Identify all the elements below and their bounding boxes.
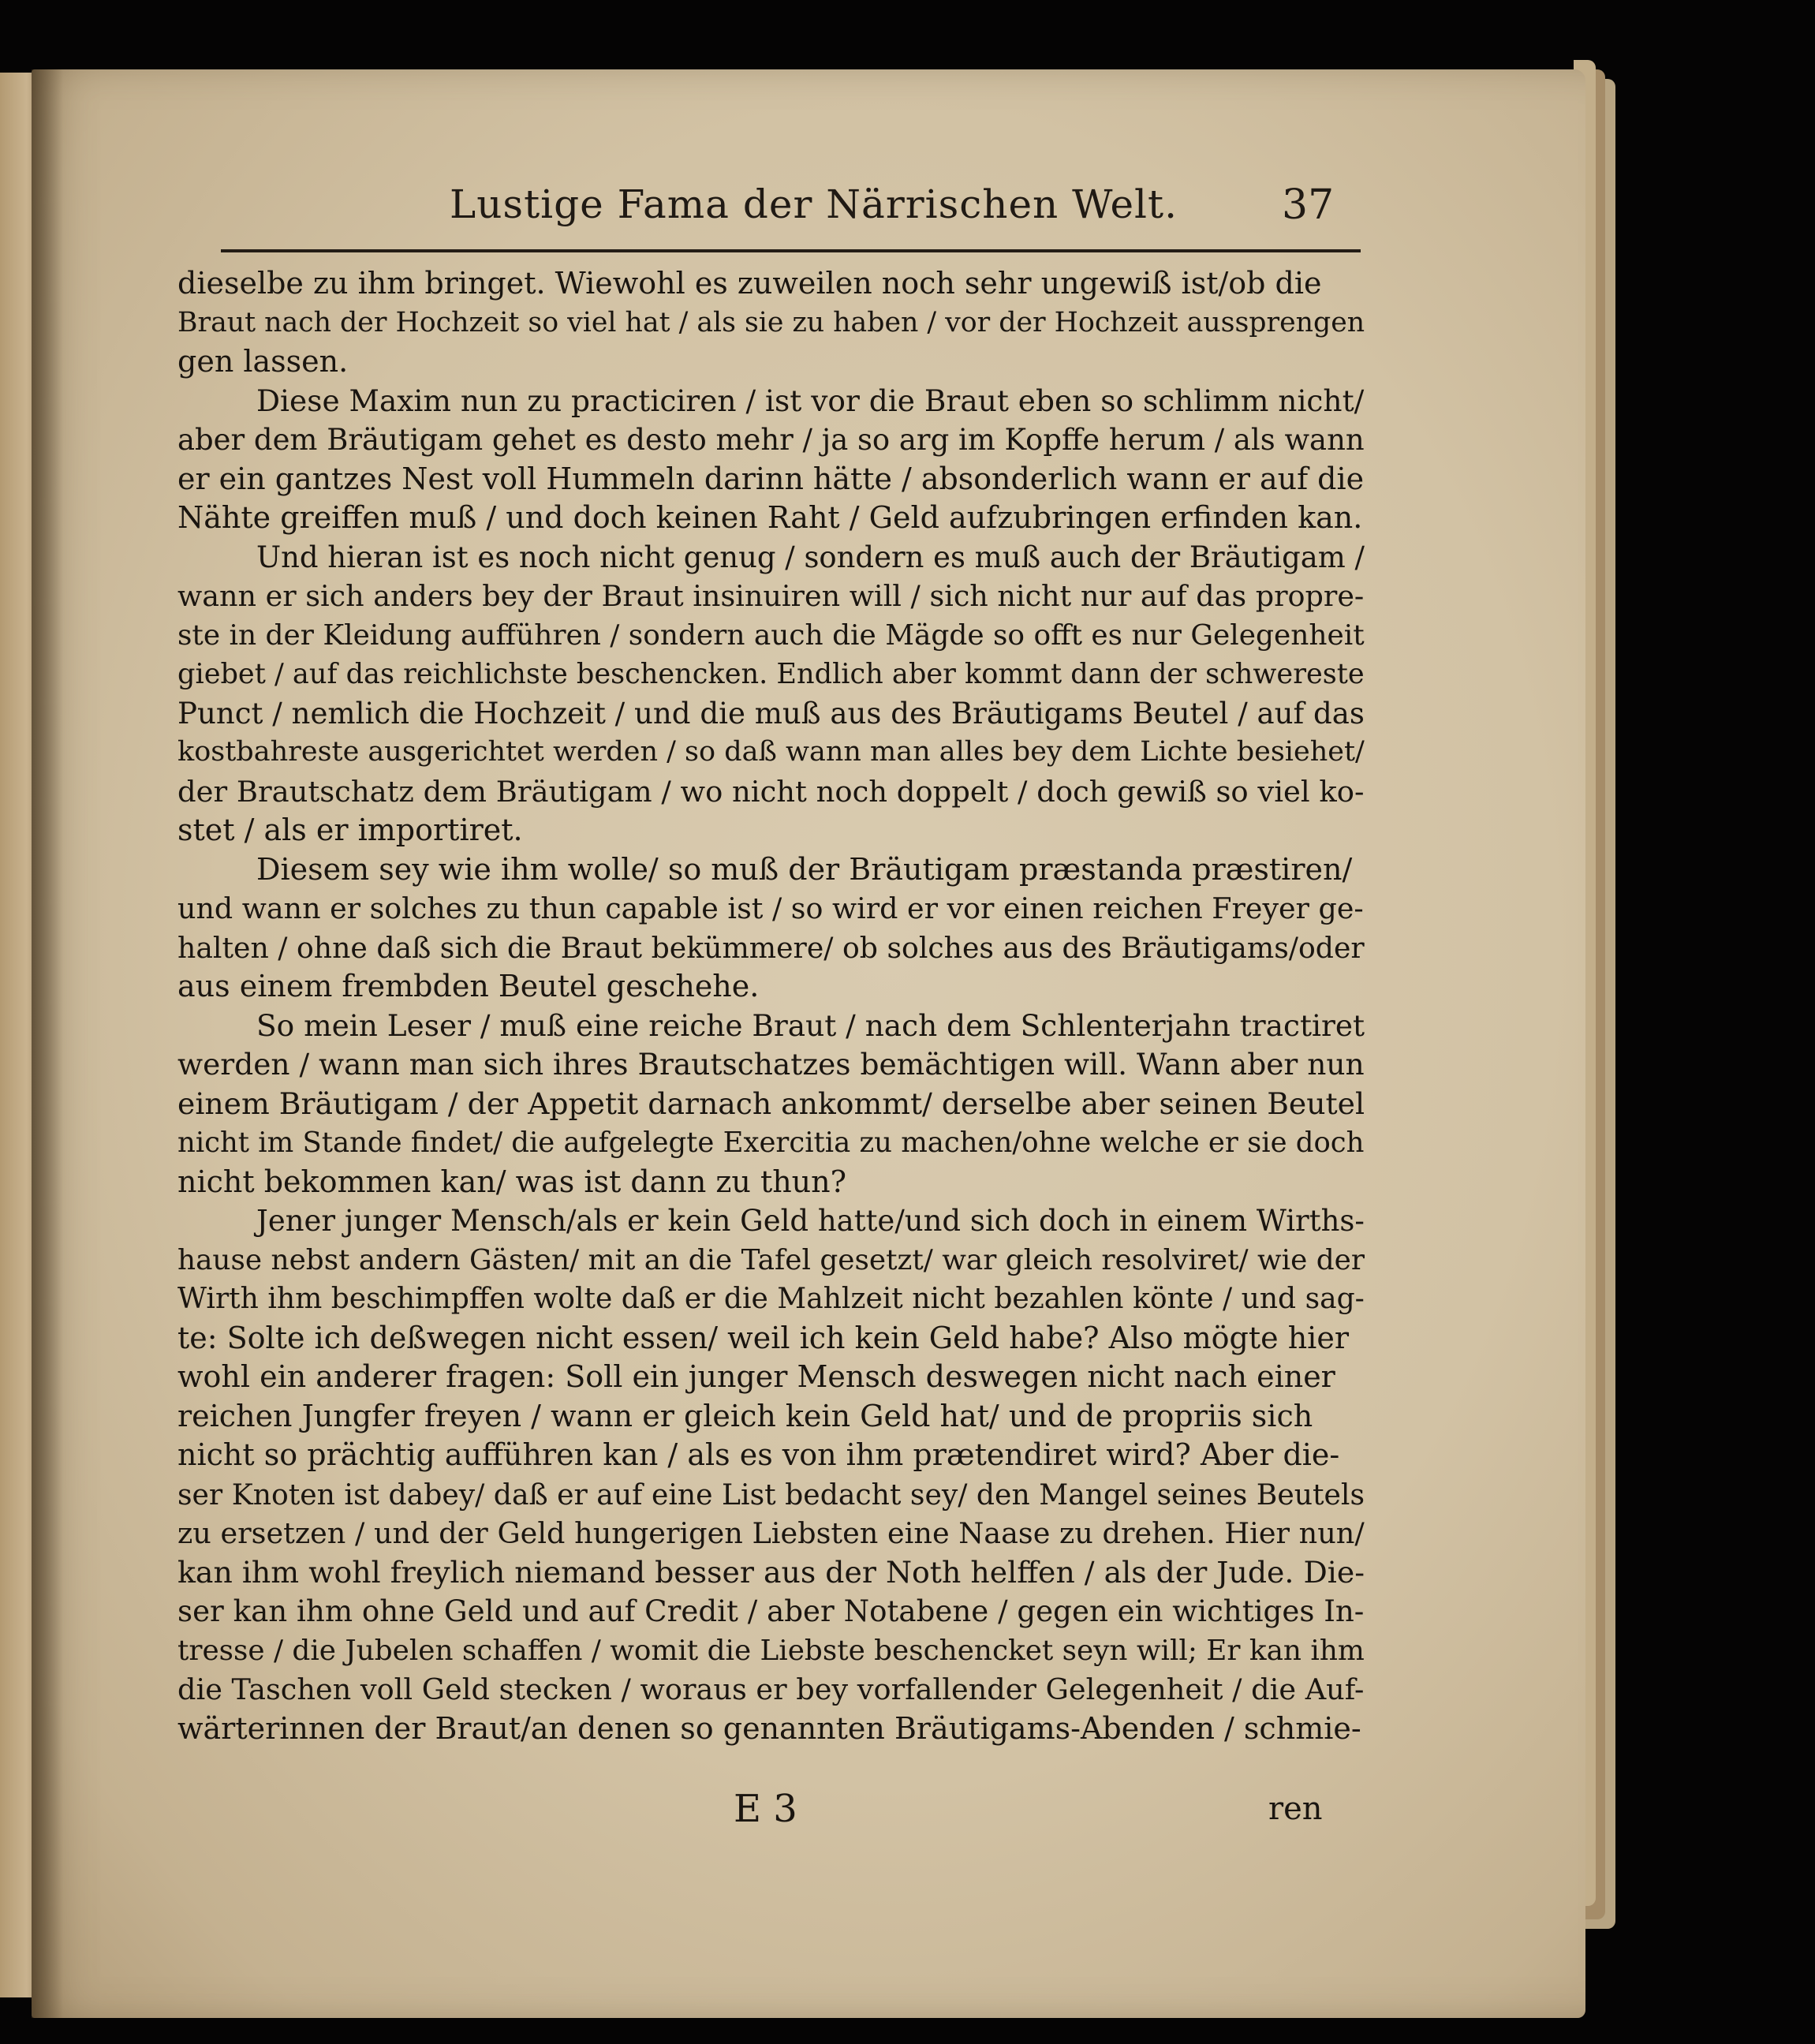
text-line: kostbahreste ausgerichtet werden / so daß wann man alles bey dem Lichte besiehet/	[177, 736, 1365, 768]
text-line: nicht bekommen kan/ was ist dann zu thun?	[177, 1164, 847, 1199]
text-line: Jener junger Mensch/als er kein Geld hatte/und sich doch in einem Wirths-	[256, 1204, 1365, 1238]
text-line: te: Solte ich deßwegen nicht essen/ weil ich kein Geld habe? Also mögte hier	[177, 1320, 1349, 1355]
text-line: und wann er solches zu thun capable ist / so wird er vor einen reichen Freyer ge-	[177, 891, 1364, 925]
text-line: reichen Jungfer freyen / wann er gleich kein Geld hat/ und de propriis sich	[177, 1398, 1313, 1433]
text-line: hause nebst andern Gästen/ mit an die Tafel gesetzt/ war gleich resolviret/ wie der	[177, 1243, 1365, 1276]
text-line: dieselbe zu ihm bringet. Wiewohl es zuweilen noch sehr ungewiß ist/ob die	[177, 266, 1322, 301]
text-line: Braut nach der Hochzeit so viel hat / als sie zu haben / vor der Hochzeit aussprengen	[177, 306, 1365, 338]
text-line: die Taschen voll Geld stecken / woraus er bey vorfallender Gelegenheit / die Auf-	[177, 1672, 1365, 1706]
text-line: Nähte greiffen muß / und doch keinen Raht / Geld aufzubringen erfinden kan.	[177, 500, 1363, 535]
text-line: zu ersetzen / und der Geld hungerigen Liebsten eine Naase zu drehen. Hier nun/	[177, 1516, 1365, 1550]
text-line: gen lassen.	[177, 344, 349, 379]
text-line: aber dem Bräutigam gehet es desto mehr / ja so arg im Kopffe herum / als wann	[177, 423, 1365, 457]
text-line: werden / wann man sich ihres Brautschatzes bemächtigen will. Wann aber nun	[177, 1047, 1365, 1082]
text-line: Diese Maxim nun zu practiciren / ist vor die Braut eben so schlimm nicht/	[256, 383, 1365, 418]
text-line: giebet / auf das reichlichste beschencken. Endlich aber kommt dann der schwereste	[177, 658, 1365, 690]
page-number: 37	[1282, 181, 1335, 229]
text-line: wann er sich anders bey der Braut insinuiren will / sich nicht nur auf das propre-	[177, 579, 1365, 613]
text-line: ser kan ihm ohne Geld und auf Credit / aber Notabene / gegen ein wichtiges In-	[177, 1594, 1365, 1628]
text-line: nicht so prächtig aufführen kan / als es von ihm prætendiret wird? Aber die-	[177, 1437, 1340, 1472]
running-title: Lustige Fama der Närrischen Welt.	[450, 181, 1178, 227]
text-line: Und hieran ist es noch nicht genug / sondern es muß auch der Bräutigam /	[256, 540, 1365, 574]
header-rule	[221, 249, 1361, 252]
text-line: stet / als er importiret.	[177, 813, 523, 847]
text-line: aus einem frembden Beutel geschehe.	[177, 969, 760, 1003]
text-line: Wirth ihm beschimpffen wolte daß er die Mahlzeit nicht bezahlen könte / und sag-	[177, 1282, 1365, 1315]
page-gutter-shadow	[32, 69, 63, 2018]
body-text	[177, 264, 1365, 1748]
text-line: kan ihm wohl freylich niemand besser aus der Noth helffen / als der Jude. Die-	[177, 1554, 1365, 1590]
signature-mark: E 3	[734, 1787, 797, 1831]
text-line: tresse / die Jubelen schaffen / womit die Liebste beschencket seyn will; Er kan ihm	[177, 1634, 1365, 1667]
text-line: er ein gantzes Nest voll Hummeln darinn hätte / absonderlich wann er auf die	[177, 461, 1365, 496]
text-line: der Brautschatz dem Bräutigam / wo nicht noch doppelt / doch gewiß so viel ko-	[177, 774, 1365, 809]
text-line: Diesem sey wie ihm wolle/ so muß der Bräutigam præstanda præstiren/	[256, 851, 1353, 887]
text-line: halten / ohne daß sich die Braut bekümmere/ ob solches aus des Bräutigams/oder	[177, 930, 1365, 965]
text-line: Punct / nemlich die Hochzeit / und die muß aus des Bräutigams Beutel / auf das	[177, 696, 1365, 731]
text-line: So mein Leser / muß eine reiche Braut / nach dem Schlenterjahn tractiret	[256, 1007, 1365, 1043]
text-line: ser Knoten ist dabey/ daß er auf eine List bedacht sey/ den Mangel seines Beutels	[177, 1477, 1365, 1512]
catchword: ren	[1268, 1791, 1323, 1827]
text-line: wohl ein anderer fragen: Soll ein junger Mensch deswegen nicht nach einer	[177, 1359, 1335, 1394]
text-line: wärterinnen der Braut/an denen so genannten Bräutigams-Abenden / schmie-	[177, 1710, 1361, 1746]
text-line: ste in der Kleidung aufführen / sondern auch die Mägde so offt es nur Gelegenheit	[177, 618, 1365, 652]
text-line: nicht im Stande findet/ die aufgelegte Exercitia zu machen/ohne welche er sie doch	[177, 1127, 1365, 1159]
text-line: einem Bräutigam / der Appetit darnach ankommt/ derselbe aber seinen Beutel	[177, 1086, 1365, 1121]
